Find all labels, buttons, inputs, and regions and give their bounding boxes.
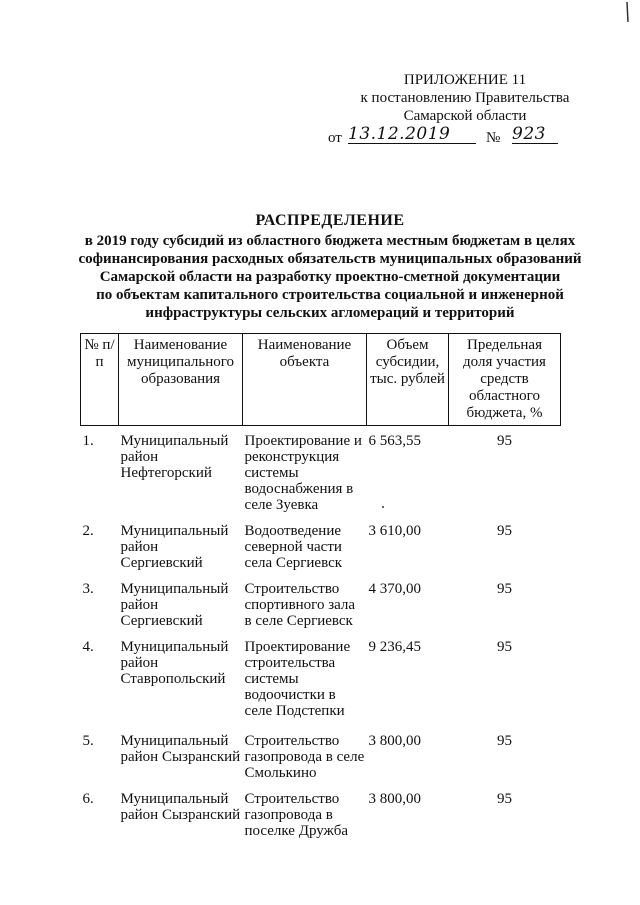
- subtitle-line: по объектам капитального строительства социальной и инженерной: [96, 287, 564, 303]
- row-municipality: Муниципальный район Сергиевский: [120, 522, 229, 571]
- distribution-table: [80, 333, 561, 849]
- header-share: Предельная доля участия средств областного бюджета, %: [449, 334, 561, 426]
- row-amount: 3 610,00: [368, 522, 421, 539]
- row-amount: 3 800,00: [368, 790, 421, 807]
- table-row: [81, 733, 561, 791]
- table-row: [81, 791, 561, 849]
- table-header-row: [81, 334, 561, 426]
- row-municipality: Муниципальный район Нефтегорский: [120, 433, 229, 481]
- table-row: [81, 581, 561, 639]
- row-number: 6.: [82, 790, 94, 807]
- handwritten-date: 13.12.2019: [348, 126, 476, 144]
- header-num: № п/п: [81, 334, 119, 426]
- row-share: 95: [497, 580, 512, 597]
- row-number: 2.: [82, 522, 94, 539]
- date-prefix: от: [328, 130, 342, 146]
- row-amount: 6 563,55: [368, 433, 421, 449]
- row-share: 95: [497, 433, 512, 449]
- row-object: Строительство газопровода в поселке Дружба: [244, 790, 348, 839]
- row-municipality: Муниципальный район Сызранский: [120, 732, 241, 765]
- row-number: 5.: [82, 732, 94, 749]
- appendix-line-2: Самарской области: [403, 108, 527, 124]
- row-object: Проектирование и реконструкция системы водоснабжения в селе Зуевка: [244, 433, 362, 513]
- row-number: 4.: [82, 638, 94, 655]
- row-object: Строительство спортивного зала в селе Сергиевск: [244, 580, 356, 629]
- row-object: Строительство газопровода в селе Смолькино: [244, 732, 365, 781]
- date-number-line: [328, 124, 588, 150]
- row-share: 95: [497, 638, 512, 655]
- row-municipality: Муниципальный район Ставропольский: [120, 638, 229, 687]
- row-object: Водоотведение северной части села Сергиевск: [244, 522, 343, 571]
- number-prefix: №: [486, 130, 501, 146]
- appendix-block: [320, 72, 610, 126]
- row-share: 95: [497, 522, 512, 539]
- document-title: РАСПРЕДЕЛЕНИЕ: [255, 212, 405, 229]
- row-amount: 4 370,00: [368, 580, 421, 597]
- row-share: 95: [497, 790, 512, 807]
- subtitle-line: инфраструктуры сельских агломераций и территорий: [145, 305, 515, 321]
- document-subtitle: [40, 232, 620, 322]
- row-municipality: Муниципальный район Сергиевский: [120, 580, 229, 629]
- appendix-line-1: к постановлению Правительства: [360, 90, 570, 106]
- row-amount: 9 236,45: [368, 638, 421, 655]
- heading-block: [40, 212, 620, 322]
- appendix-title: ПРИЛОЖЕНИЕ 11: [403, 72, 527, 88]
- row-number: 1.: [82, 433, 94, 449]
- row-share: 95: [497, 732, 512, 749]
- subtitle-line: Самарской области на разработку проектно-сметной документации: [99, 269, 561, 285]
- subtitle-line: софинансирования расходных обязательств муниципальных образований: [78, 251, 582, 267]
- scan-speck: [382, 506, 384, 508]
- subtitle-line: в 2019 году субсидий из областного бюджета местным бюджетам в целях: [84, 233, 576, 249]
- header-amount: Объем субсидии, тыс. рублей: [367, 334, 449, 426]
- row-number: 3.: [82, 580, 94, 597]
- table-row: [81, 639, 561, 733]
- table-row: [81, 523, 561, 581]
- row-amount: 3 800,00: [368, 732, 421, 749]
- table-row: [81, 426, 561, 523]
- row-object: Проектирование строительства системы водоочистки в селе Подстепки: [244, 638, 351, 719]
- handwritten-number: 923: [512, 126, 558, 144]
- header-municipality: Наименование муниципального образования: [119, 334, 243, 426]
- corner-pen-mark: [624, 2, 630, 24]
- row-municipality: Муниципальный район Сызранский: [120, 790, 241, 823]
- header-object: Наименование объекта: [243, 334, 367, 426]
